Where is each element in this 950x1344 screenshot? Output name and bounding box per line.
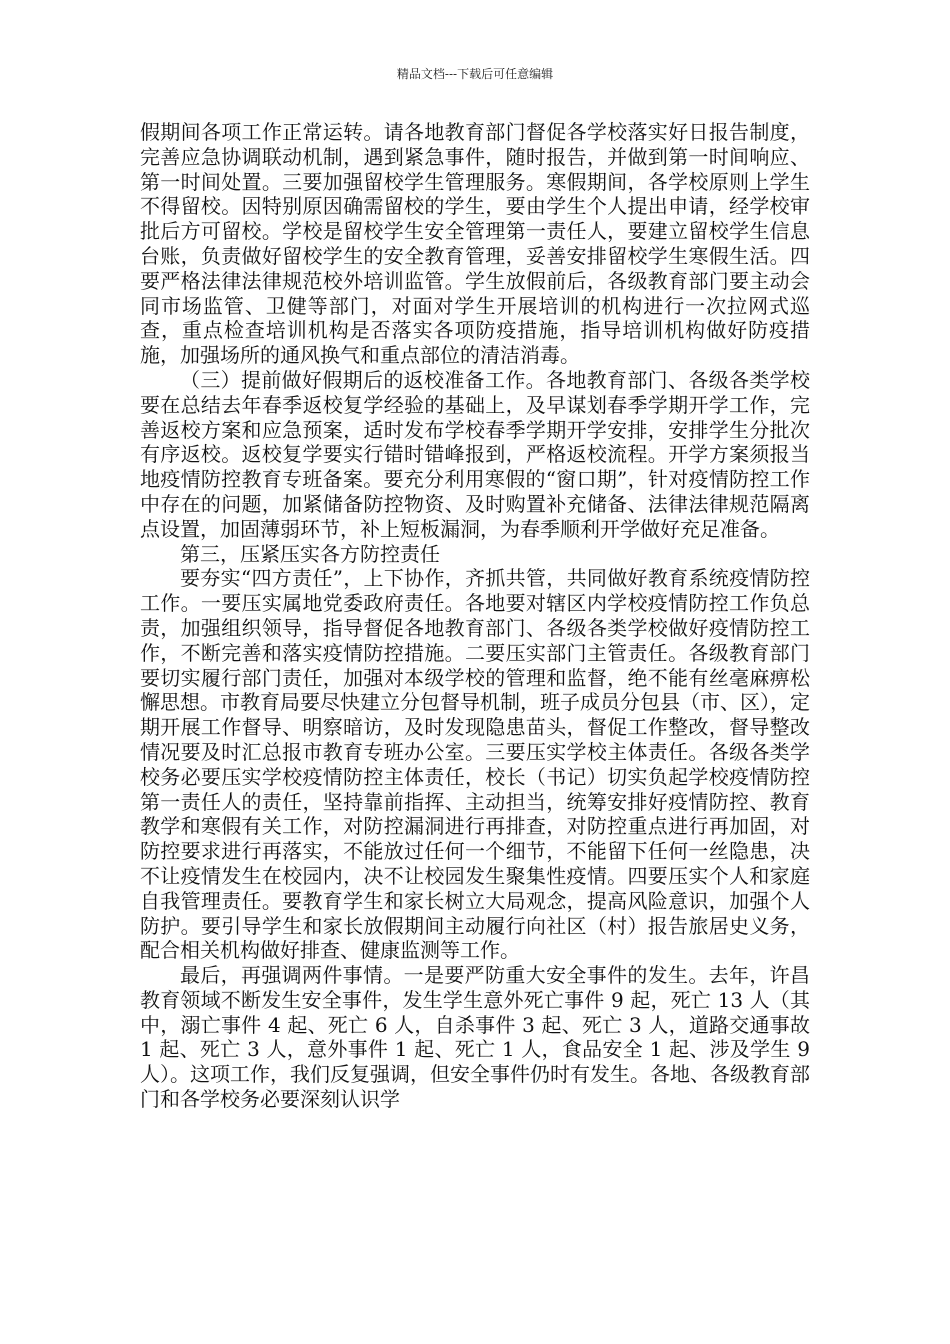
paragraph-four-responsibilities: 要夯实“四方责任”，上下协作，齐抓共管，共同做好教育系统疫情防控工作。一要压实属地党委政府责任。各地要对辖区内学校疫情防控工作负总责，加强组织领导，指导督促各地教育部门、各级各类学校做好疫情防控工作，不断完善和落实疫情防控措施。二要压实部门主管责任。各级教育部门要切实履行部门责任，加强对本级学校的管理和监督，绝不能有丝毫麻痹松懈思想。市教育局要尽快建立分包督导机制，班子成员分包县（市、区），定期开展工作督导、明察暗访，及时发现隐患苗头，督促工作整改，督导整改情况要及时汇总报市教育专班办公室。三要压实学校主体责任。各级各类学校务必要压实学校疫情防控主体责任，校长（书记）切实负起学校疫情防控第一责任人的责任，坚持靠前指挥、主动担当，统筹安排好疫情防控、教育教学和寒假有关工作，对防控漏洞进行再排查，对防控重点进行再加固，对防控要求进行再落实，不能放过任何一个细节，不能留下任何一丝隐患，决不让疫情发生在校园内，决不让校园发生聚集性疫情。四要压实个人和家庭自我管理责任。要教育学生和家长树立大局观念，提高风险意识，加强个人防护。要引导学生和家长放假期间主动履行向社区（村）报告旅居史义务，配合相关机构做好排查、健康监测等工作。 — [140, 566, 810, 963]
document-body — [140, 120, 810, 1112]
page-header: 精品文档---下载后可任意编辑 — [396, 67, 554, 81]
paragraph-final-emphasis: 最后，再强调两件事情。一是要严防重大安全事件的发生。去年，许昌教育领域不断发生安全事件，发生学生意外死亡事件 9 起，死亡 13 人（其中，溺亡事件 4 起、死亡 6 人，自杀事件 3 起、死亡 3 人，道路交通事故 1 起、死亡 3 人，意外事件 1 起、死亡 1 人，食品安全 1 起、涉及学生 9 人）。这项工作，我们反复强调，但安全事件仍时有发生。各地、各级教育部门和各学校务必要深刻认识学 — [140, 963, 810, 1112]
paragraph-continuation: 假期间各项工作正常运转。请各地教育部门督促各学校落实好日报告制度，完善应急协调联动机制，遇到紧急事件，随时报告，并做到第一时间响应、第一时间处置。三要加强留校学生管理服务。寒假期间，各学校原则上学生不得留校。因特别原因确需留校的学生，要由学生个人提出申请，经学校审批后方可留校。学校是留校学生安全管理第一责任人，要建立留校学生信息台账，负责做好留校学生的安全教育管理，妥善安排留校学生寒假生活。四要严格法律法律规范校外培训监管。学生放假前后，各级教育部门要主动会同市场监管、卫健等部门，对面对学生开展培训的机构进行一次拉网式巡查，重点检查培训机构是否落实各项防疫措施，指导培训机构做好防疫措施，加强场所的通风换气和重点部位的清洁消毒。 — [140, 120, 810, 368]
paragraph-return-preparation: （三）提前做好假期后的返校准备工作。各地教育部门、各级各类学校要在总结去年春季返校复学经验的基础上，及早谋划春季学期开学工作，完善返校方案和应急预案，适时发布学校春季学期开学安排，安排学生分批次有序返校。返校复学要实行错时错峰报到，严格返校流程。开学方案须报当地疫情防控教育专班备案。要充分利用寒假的“窗口期”，针对疫情防控工作中存在的问题，加紧储备防控物资、及时购置补充储备、法律法律规范隔离点设置，加固薄弱环节，补上短板漏洞，为春季顺利开学做好充足准备。 — [140, 367, 810, 541]
section-heading-responsibility: 第三，压紧压实各方防控责任 — [180, 541, 440, 566]
